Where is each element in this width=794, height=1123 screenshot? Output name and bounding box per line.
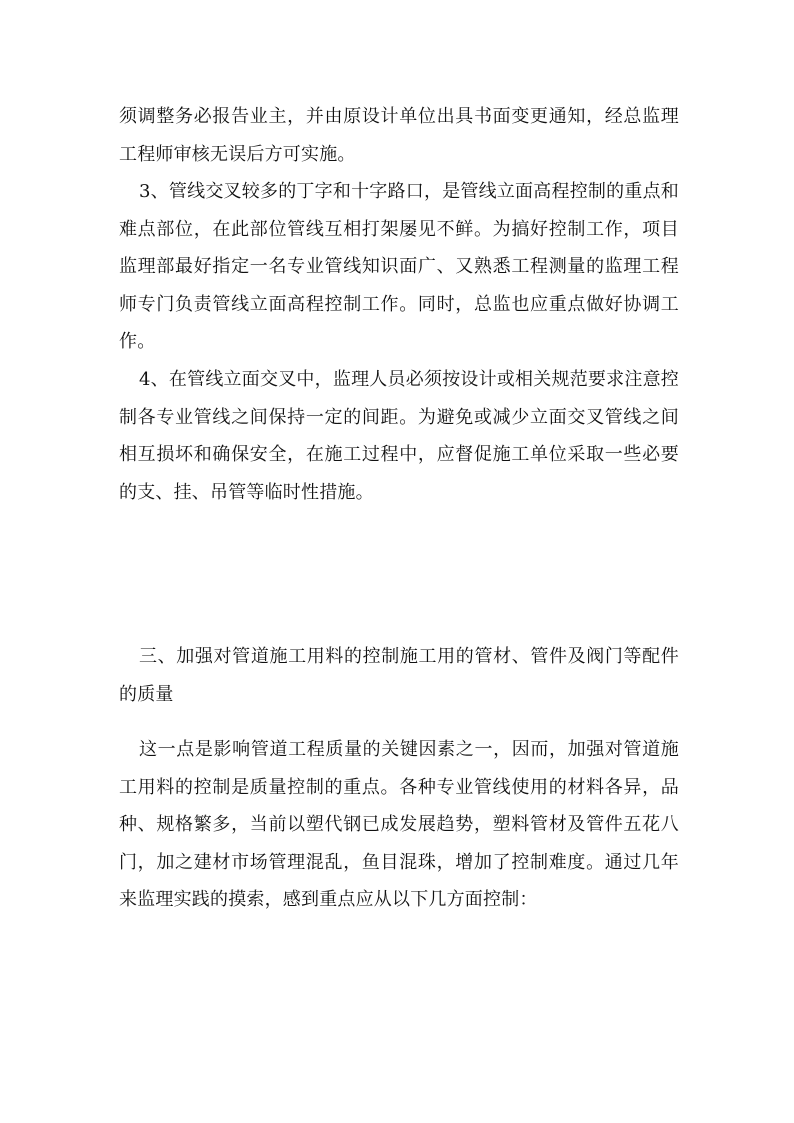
section-heading: 三、加强对管道施工用料的控制施工用的管材、管件及阀门等配件的质量 [119,646,679,705]
paragraph-continuation: 须调整务必报告业主，并由原设计单位出具书面变更通知，经总监理工程师审核无误后方可实施。 [119,106,679,165]
paragraph-item-4: 4、在管线立面交叉中，监理人员必须按设计或相关规范要求注意控制各专业管线之间保持一定的间距。为避免或减少立面交叉管线之间相互损坏和确保安全，在施工过程中，应督促施工单位采取一些必要的支、挂、吊管等临时性措施。 [119,369,679,503]
paragraph-item-3: 3、管线交叉较多的丁字和十字路口，是管线立面高程控制的重点和难点部位，在此部位管线互相打架屡见不鲜。为搞好控制工作，项目监理部最好指定一名专业管线知识面广、又熟悉工程测量的监理工程师专门负责管线立面高程控制工作。同时，总监也应重点做好协调工作。 [119,181,679,352]
section-paragraph: 这一点是影响管道工程质量的关键因素之一，因而，加强对管道施工用料的控制是质量控制的重点。各种专业管线使用的材料各异，品种、规格繁多，当前以塑代钢已成发展趋势，塑料管材及管件五花八门，加之建材市场管理混乱，鱼目混珠，增加了控制难度。通过几年来监理实践的摸索，感到重点应从以下几方面控制： [119,739,679,910]
